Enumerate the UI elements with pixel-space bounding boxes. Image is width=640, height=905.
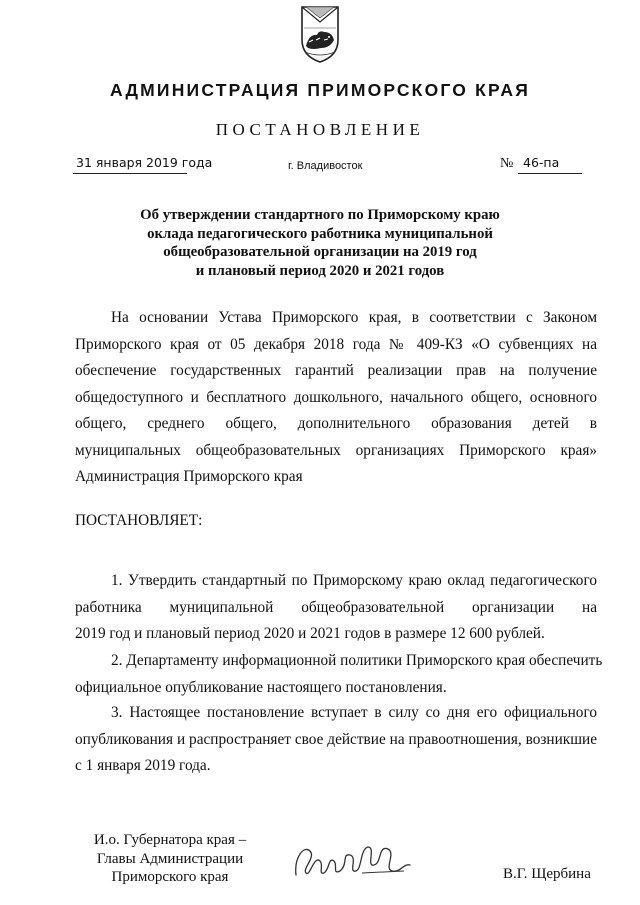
title-line: и плановый период 2020 и 2021 годов [195,262,445,279]
text-line: обеспечение государственных гарантий реализации прав на получение [75,362,597,379]
text-line: 2. Департаменту информационной политики Приморского края обеспечить [111,652,603,669]
decree-item-3 [75,700,597,780]
handwritten-signature [292,835,432,895]
text-line: общего, среднего общего, дополнительного образования детей в [75,415,597,432]
position-line: И.о. Губернатора края – [93,832,247,848]
text-line: работника муниципальной общеобразовательной организации на [75,598,597,616]
text-line: 1. Утвердить стандартный по Приморскому краю оклад педагогического [111,572,597,589]
decree-item-2 [75,648,603,701]
text-line: Приморского края от 05 декабря 2018 года № 409-КЗ «О субвенциях на [75,335,597,353]
signatory-position [75,831,265,887]
text-line: опубликования и распространяет свое действие на правоотношения, возникшие [75,730,597,748]
number-underline [518,173,582,174]
number-sign: № [500,156,514,171]
signatory-name: В.Г. Щербина [503,866,591,882]
primorsky-coat-of-arms-icon [299,4,341,64]
decree-item-1 [75,568,597,648]
title-line: общеобразовательной организации на 2019 год [163,244,477,260]
position-line: Главы Администрации [96,850,244,867]
document-date: 31 января 2019 года [76,155,213,170]
text-line: общедоступного и бесплатного дошкольного, начального общего, основного [75,388,597,406]
document-city: г. Владивосток [288,160,363,172]
text-line: На основании Устава Приморского края, в соответствии с Законом [111,309,597,326]
position-line: Приморского края [111,869,229,885]
text-line: официальное опубликование настоящего постановления. [75,678,447,696]
text-line: 3. Настоящее постановление вступает в силу со дня его официального [111,704,597,721]
text-line: 2019 год и плановый период 2020 и 2021 годов в размере 12 600 рублей. [75,625,545,642]
text-line: Администрация Приморского края [75,468,303,485]
document-type: ПОСТАНОВЛЕНИЕ [215,120,425,139]
text-line: муниципальных общеобразовательных организациях Приморского края» [75,441,597,459]
document-number: 46-па [523,155,560,170]
title-line: оклада педагогического работника муниципальной [147,225,493,242]
title-line: Об утверждении стандартного по Приморскому краю [140,207,500,223]
decree-word: ПОСТАНОВЛЯЕТ: [75,512,203,529]
organization-name: АДМИНИСТРАЦИЯ ПРИМОРСКОГО КРАЯ [110,80,530,100]
document-title [100,206,540,280]
preamble-paragraph [75,305,597,491]
date-underline [73,173,187,174]
text-line: с 1 января 2019 года. [75,757,211,774]
